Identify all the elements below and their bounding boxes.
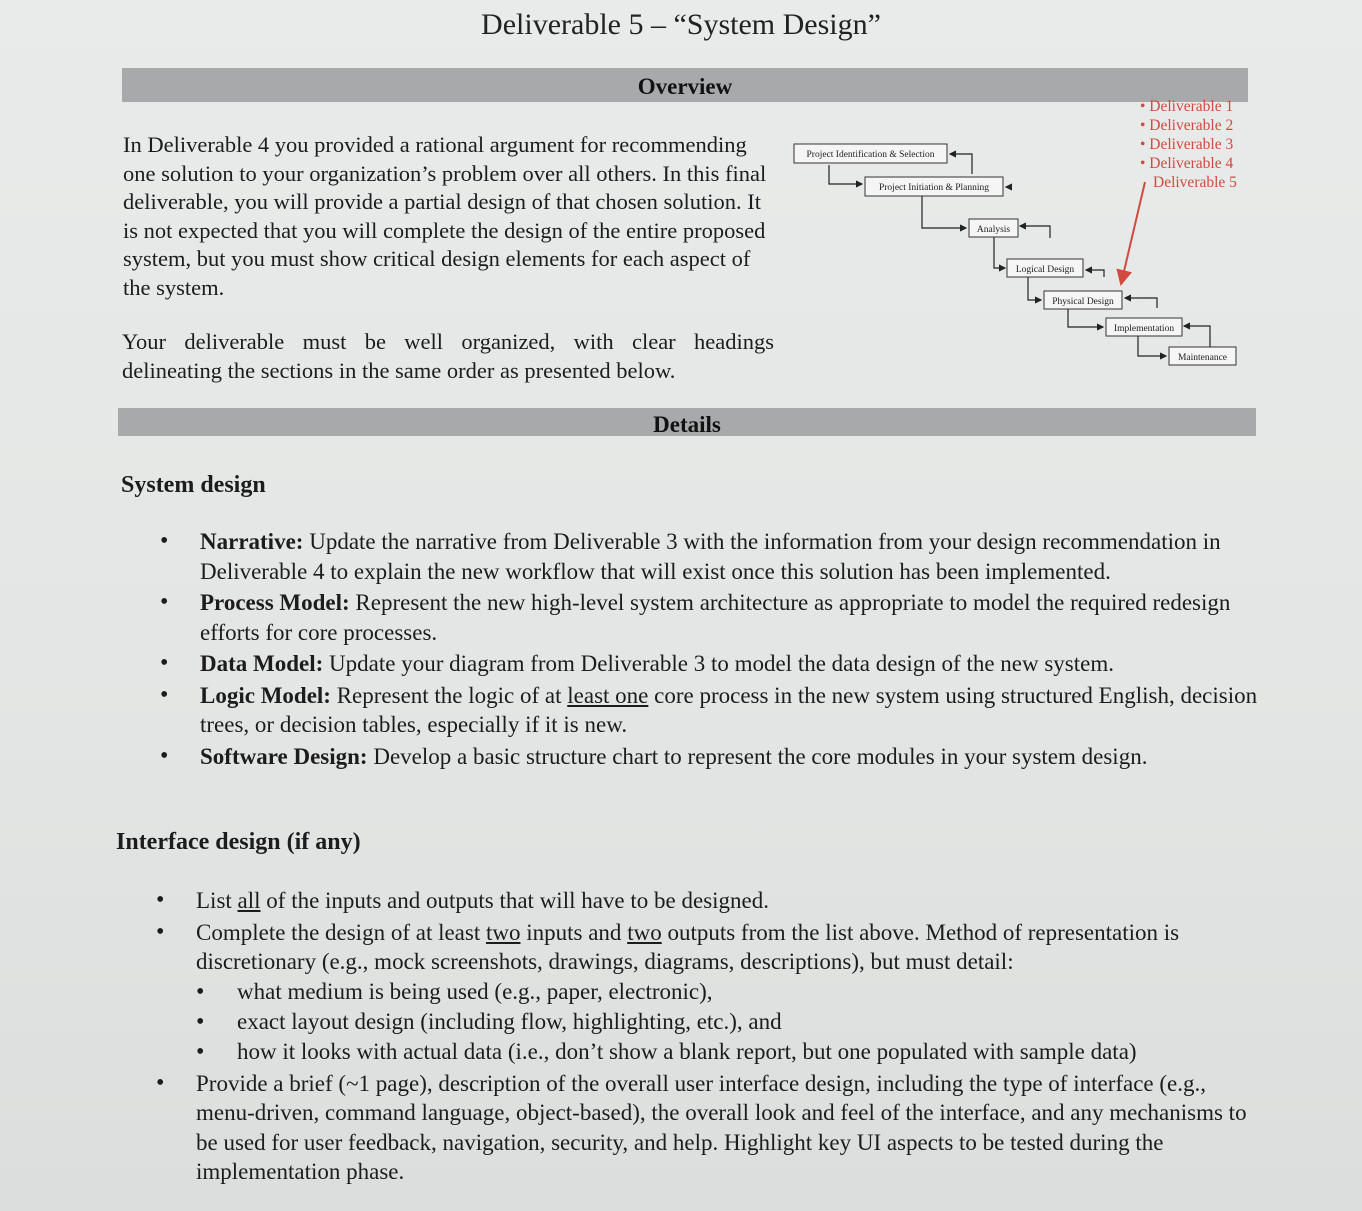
list-item: • Data Model: Update your diagram from Deliverable 3 to model the data design of the new system. xyxy=(200,649,1262,679)
overview-paragraph-1: In Deliverable 4 you provided a rational argument for recommending one solution to your organization’s problem over all others. In this final deliverable, you will provide a partial design of that chosen solution. It is not expected that you will complete the design of the entire proposed system, but you must show critical design elements for each aspect of the system. xyxy=(123,132,767,300)
system-design-heading: System design xyxy=(121,472,266,498)
list-item: • Provide a brief (~1 page), description of the overall user interface design, including the type of interface (e.g., menu-driven, command language, object-based), the overall look and feel of the interface, and any mechanisms to be used for user feedback, navigation, security, and help. Highlight key UI aspects to be tested during the implementation phase. xyxy=(196,1069,1260,1187)
phase-label: Project Initiation & Planning xyxy=(878,183,990,193)
interface-design-heading: Interface design (if any) xyxy=(116,829,361,855)
page-title: Deliverable 5 – “System Design” xyxy=(481,8,881,41)
sub-list xyxy=(196,977,1260,1067)
list-item: • Process Model: Represent the new high-level system architecture as appropriate to model the required redesign efforts for core processes. xyxy=(200,588,1262,647)
phase-label: Maintenance xyxy=(1177,353,1228,363)
list-item: • Logic Model: Represent the logic of at least one core process in the new system using structured English, decision trees, or decision tables, especially if it is new. xyxy=(200,681,1262,740)
legend-item: • Deliverable 2 xyxy=(1140,117,1234,134)
deliverable-legend xyxy=(1140,97,1237,192)
list-item: • Software Design: Develop a basic structure chart to represent the core modules in your system design. xyxy=(200,742,1262,772)
list-item: • List all of the inputs and outputs that will have to be designed. xyxy=(196,886,1260,916)
overview-paragraph-2: Your deliverable must be well organized, with clear headings delineating the sections in the same order as presented below. xyxy=(122,329,774,383)
list-item: • Complete the design of at least two inputs and two outputs from the list above. Method of representation is discretionary (e.g., mock screenshots, drawings, diagrams, descriptions), but must detail: • what medium is being used (e.g., paper, electronic), • exact layout design (including flow, highlighting, etc.), and • how it looks with actual data (i.e., don’t show a blank report, but one populated with sample data) xyxy=(196,918,1260,1067)
legend-item: • Deliverable 1 xyxy=(1140,98,1234,115)
phase-label: Logical Design xyxy=(1015,265,1075,275)
overview-heading-bar: Overview xyxy=(122,68,1248,102)
sub-list-item: • what medium is being used (e.g., paper, electronic), xyxy=(196,977,1260,1007)
system-design-list xyxy=(200,527,1262,773)
interface-design-list xyxy=(196,886,1260,1189)
phase-label: Physical Design xyxy=(1052,297,1114,307)
legend-item: • Deliverable 3 xyxy=(1140,136,1234,153)
sub-list-item: • exact layout design (including flow, highlighting, etc.), and xyxy=(196,1007,1260,1037)
list-item: • Narrative: Update the narrative from Deliverable 3 with the information from your design recommendation in Deliverable 4 to explain the new workflow that will exist once this solution has been implemented. xyxy=(200,527,1262,586)
phase-label: Implementation xyxy=(1113,324,1175,334)
sub-list-item: • how it looks with actual data (i.e., don’t show a blank report, but one populated with sample data) xyxy=(196,1037,1260,1067)
legend-item: • Deliverable 4 xyxy=(1140,155,1234,172)
legend-item: Deliverable 5 xyxy=(1153,174,1237,191)
phase-label: Project Identification & Selection xyxy=(806,150,935,160)
details-heading-bar: Details xyxy=(118,408,1256,436)
phase-label: Analysis xyxy=(976,225,1011,235)
